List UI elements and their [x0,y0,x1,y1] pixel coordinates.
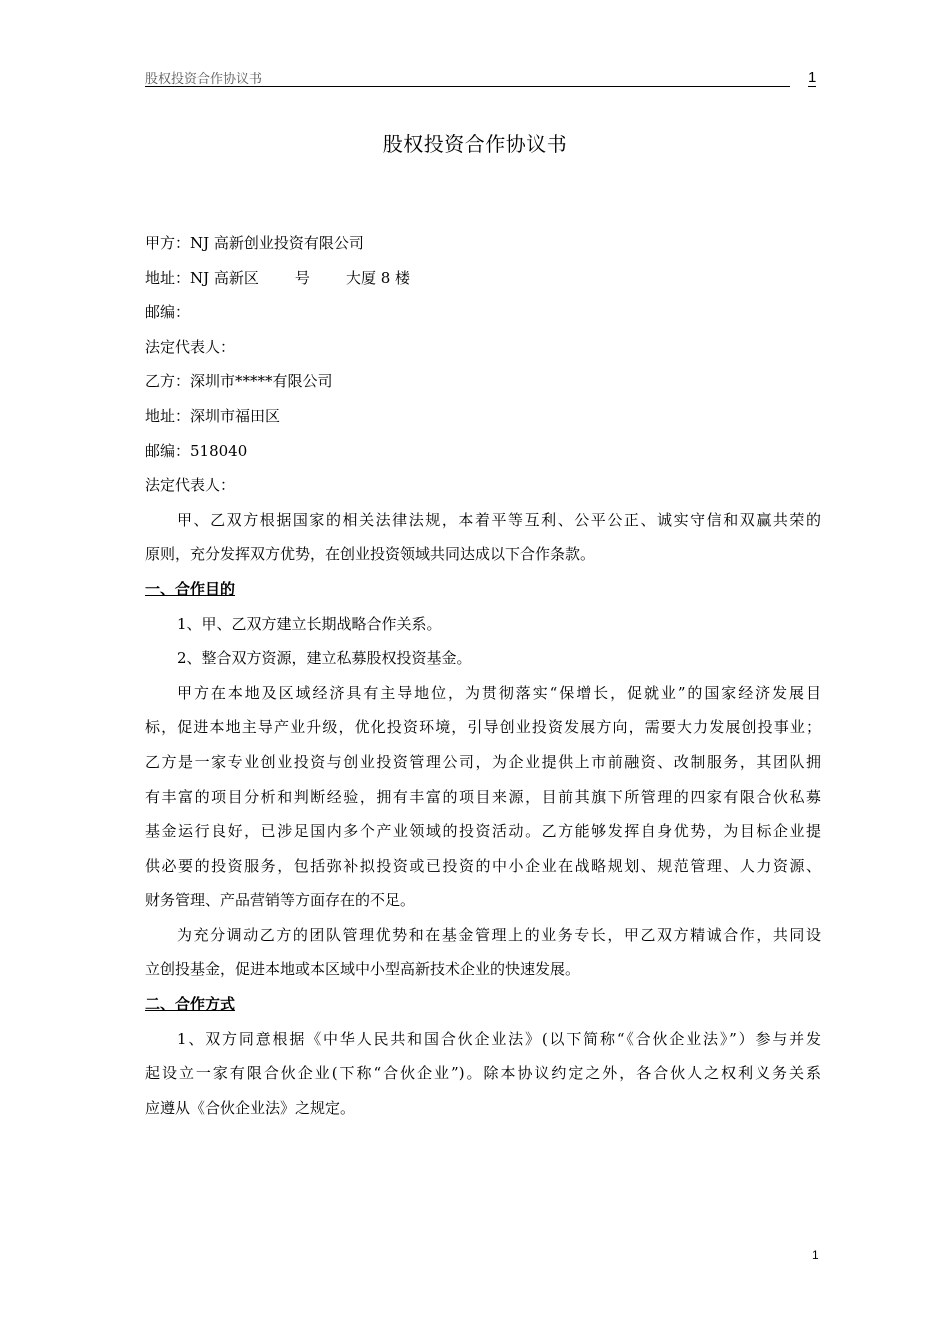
section2-para1-line: 起设立一家有限合伙企业(下称“合伙企业”)。除本协议约定之外，各合伙人之权利义务关系 [145,1064,821,1083]
section1-item: 2、整合双方资源，建立私募股权投资基金。 [177,649,472,668]
section1-item: 1、甲、乙双方建立长期战略合作关系。 [177,614,442,633]
section1-para1-line: 供必要的投资服务，包括弥补拟投资或已投资的中小企业在战略规划、规范管理、人力资源、 [145,856,821,875]
document-title: 股权投资合作协议书 [382,132,568,156]
section1-heading: 一、合作目的 [145,579,236,598]
party-b-address: 地址：深圳市福田区 [145,406,281,425]
party-a-name: 甲方：NJ 高新创业投资有限公司 [145,234,364,252]
header-page-number: 1 [808,69,817,86]
footer-page-number: 1 [812,1248,819,1262]
intro-line: 原则，充分发挥双方优势，在创业投资领域共同达成以下合作条款。 [145,545,596,564]
section1-para1-line: 标，促进本地主导产业升级，优化投资环境，引导创业投资发展方向，需要大力发展创投事业； [145,718,821,737]
party-b-representative: 法定代表人： [145,476,236,495]
section1-para1-line: 有丰富的项目分析和判断经验，拥有丰富的项目来源，目前其旗下所管理的四家有限合伙私募 [145,787,821,806]
section1-para1-line: 财务管理、产品营销等方面存在的不足。 [145,891,416,910]
party-a-representative: 法定代表人： [145,337,236,356]
party-b-name: 乙方：深圳市*****有限公司 [145,372,333,391]
section2-heading: 二、合作方式 [145,995,236,1014]
party-b-postcode: 邮编：518040 [145,441,248,460]
document-body [145,226,821,1125]
party-a-postcode: 邮编： [145,303,191,322]
intro-line: 甲、乙双方根据国家的相关法律法规，本着平等互利、公平公正、诚实守信和双赢共荣的 [177,510,821,529]
party-a-address [145,261,821,296]
section1-para2-line: 为充分调动乙方的团队管理优势和在基金管理上的业务专长，甲乙双方精诚合作，共同设 [177,925,821,944]
section1-para1-line: 甲方在本地及区域经济具有主导地位，为贯彻落实“保增长，促就业”的国家经济发展目 [177,683,821,702]
section2-para1-line: 1、双方同意根据《中华人民共和国合伙企业法》(以下简称“《合伙企业法》”）参与并发 [177,1029,821,1048]
section2-para1-line: 应遵从《合伙企业法》之规定。 [145,1098,356,1117]
section1-para1-line: 基金运行良好，已涉足国内多个产业领域的投资活动。乙方能够发挥自身优势，为目标企业提 [145,822,821,841]
section1-para2-line: 立创投基金，促进本地或本区域中小型高新技术企业的快速发展。 [145,960,581,979]
section1-para1-line: 乙方是一家专业创业投资与创业投资管理公司，为企业提供上市前融资、改制服务，其团队拥 [145,752,821,771]
header-rule [145,86,790,87]
party-a-address-part1: 地址：NJ 高新区 [145,268,259,287]
header-title: 股权投资合作协议书 [145,72,263,87]
party-a-address-part3: 大厦 8 楼 [345,268,411,287]
section-heading [145,987,821,1022]
section-heading [145,572,821,607]
party-a-address-part2: 号 [294,268,310,287]
